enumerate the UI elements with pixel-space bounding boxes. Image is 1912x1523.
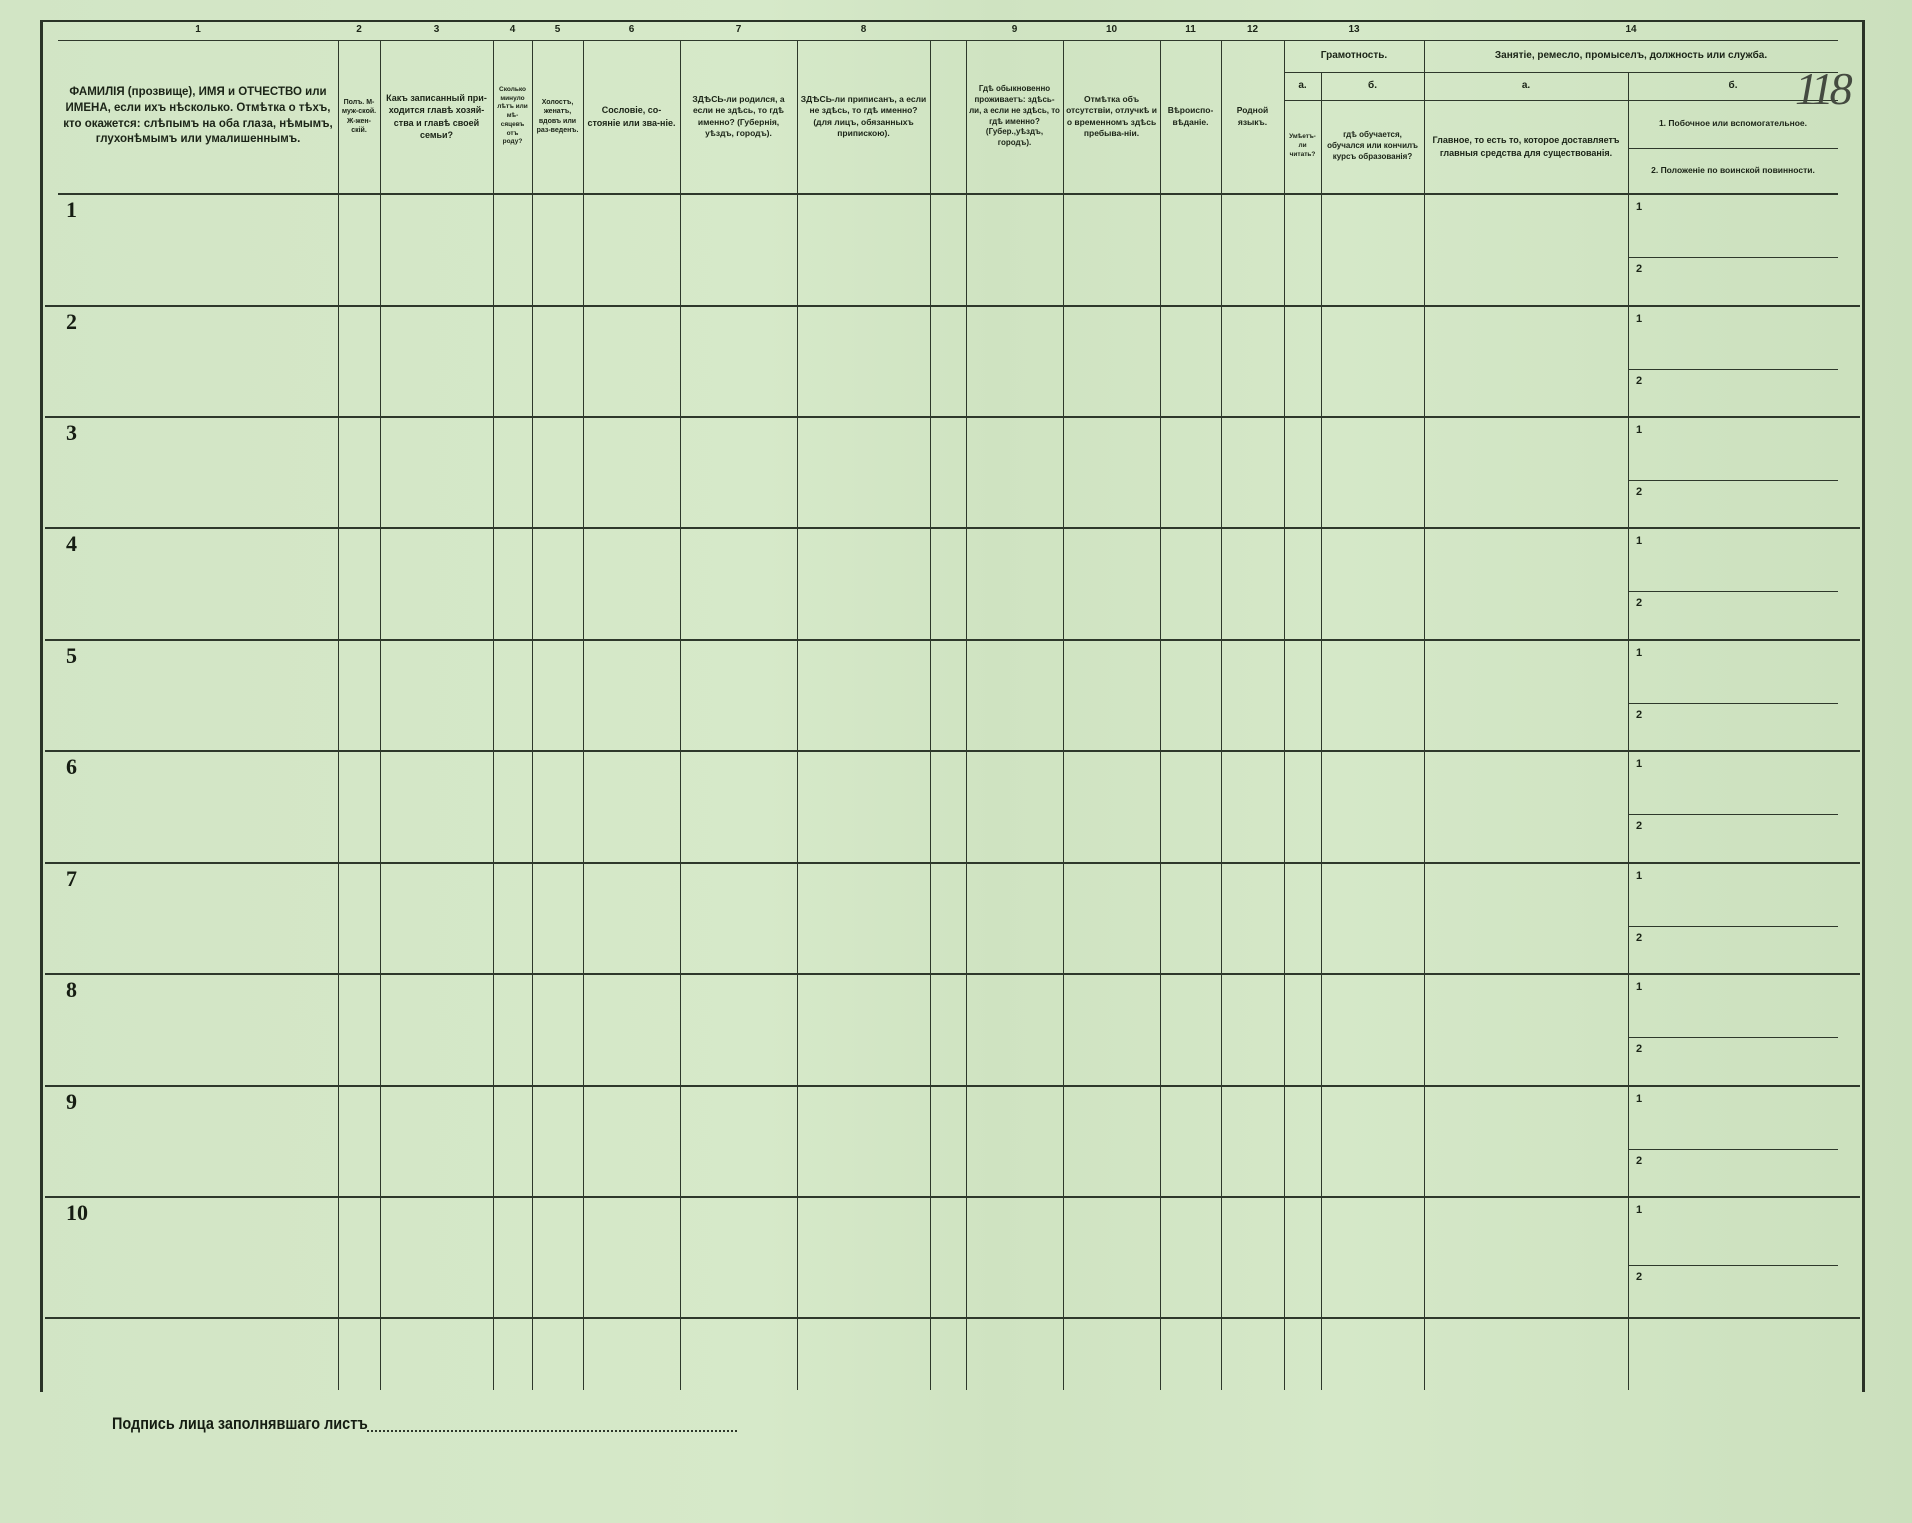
sub-label-military: 2 [1636,486,1643,498]
header-literacy: Грамотность. [1320,50,1388,62]
sub-label-military: 2 [1636,820,1643,832]
column-divider [797,40,798,1390]
column-number: 7 [735,24,742,35]
header-main-occupation: Главное, то есть то, которое доставляетъ главныя средства для существованія. [1432,135,1620,158]
column-divider [493,40,494,1390]
row-number: 5 [66,643,77,668]
header-religion: Вѣроиспо-вѣданіе. [1167,105,1214,127]
sub-row-line [1628,257,1838,258]
header-occupation: Занятіе, ремесло, промыселъ, должность или служба. [1494,50,1768,62]
row-line [45,1317,1860,1319]
header-literacy-b: б. [1368,80,1377,92]
occupation-subheader-line [1424,72,1838,73]
header-residence: Гдѣ обыкновенно проживаетъ: здѣсь-ли, а если не здѣсь, то гдѣ именно? (Губер.,уѣздъ, городъ). [969,84,1060,148]
sub-row-line [1628,703,1838,704]
row-number: 4 [66,531,77,556]
row-number: 9 [66,1089,77,1114]
column-divider [1628,72,1629,1390]
column-number: 8 [860,24,867,35]
sub-label-military: 2 [1636,932,1643,944]
row-number: 3 [66,420,77,445]
row-line [45,1085,1860,1087]
header-language: Родной языкъ. [1236,105,1269,127]
column-number: 2 [356,24,362,35]
column-divider [1063,40,1064,1390]
column-number: 13 [1348,24,1360,35]
sub-row-line [1628,591,1838,592]
sub-label-secondary: 1 [1636,981,1643,993]
sub-row-line [1628,1149,1838,1150]
header-education: гдѣ обучается, обучался или кончилъ курсъ образованія? [1327,130,1418,161]
header-sex: Полъ. М-муж-ской. Ж-жен-скій. [341,98,377,134]
row-number: 10 [66,1200,88,1225]
column-number: 9 [1011,24,1018,35]
header-name: ФАМИЛІЯ (прозвище), ИМЯ и ОТЧЕСТВО или ИМЕНА, если ихъ нѣсколько. Отмѣтка о тѣхъ, кто окажется: слѣпымъ на оба глаза, нѣмымъ, глухонѣмымъ или умалишеннымъ. [63,86,333,146]
row-number: 2 [66,309,77,334]
row-line [45,305,1860,307]
sub-label-secondary: 1 [1636,424,1643,436]
sub-label-military: 2 [1636,263,1643,275]
signature-line[interactable] [367,1430,737,1432]
row-line [45,527,1860,529]
header-top-line [58,40,1838,41]
row-line [45,639,1860,641]
column-divider [1284,40,1285,1390]
row-number: 1 [66,197,77,222]
header-relation: Какъ записанный при-ходится главѣ хозяй-ства и главѣ своей семьи? [386,93,487,140]
sub-label-military: 2 [1636,1043,1643,1055]
header-secondary-occupation: 1. Побочное или вспомогательное. [1658,118,1808,129]
row-number: 7 [66,866,77,891]
column-divider [583,40,584,1390]
page-number: 118 [1795,63,1849,114]
sub-label-secondary: 1 [1636,1204,1643,1216]
column-number: 3 [433,24,440,35]
column-number: 1 [195,24,201,35]
sub-label-secondary: 1 [1636,1093,1643,1105]
row-line [45,750,1860,752]
row-line [45,1196,1860,1198]
sub-label-secondary: 1 [1636,201,1643,213]
column-divider [532,40,533,1390]
sub-label-military: 2 [1636,709,1643,721]
sub-row-line [1628,1265,1838,1266]
column-number: 6 [628,24,635,35]
header-occupation-b: б. [1728,80,1738,92]
row-line [45,416,1860,418]
column-divider [930,40,931,1390]
column-divider [1160,40,1161,1390]
row-line [45,862,1860,864]
header-occupation-a: а. [1521,80,1531,92]
header-absence: Отмѣтка объ отсутствіи, отлучкѣ и о временномъ здѣсь пребыва-ніи. [1066,93,1157,138]
column-divider [338,40,339,1390]
row-line [45,973,1860,975]
header-bottom-line [58,193,1838,195]
header-literacy-a: а. [1298,80,1307,92]
column-number: 11 [1185,24,1196,35]
header-military-status: 2. Положеніе по воинской повинности. [1651,164,1815,175]
header-can-read: Умѣетъ-ли читать? [1289,133,1316,158]
sub-label-secondary: 1 [1636,758,1643,770]
occupation-b-split-line [1628,148,1838,149]
column-divider [1424,40,1425,1390]
sub-label-military: 2 [1636,597,1643,609]
sub-label-secondary: 1 [1636,647,1643,659]
column-divider [380,40,381,1390]
header-estate: Сословіе, со-стояніе или зва-ніе. [587,105,676,128]
row-number: 8 [66,977,77,1002]
sub-label-secondary: 1 [1636,870,1643,882]
row-number: 6 [66,754,77,779]
header-birthplace: ЗДѢСЬ-ли родился, а если не здѣсь, то гдѣ именно? (Губернія, уѣздъ, городъ). [692,93,785,138]
column-number: 5 [554,24,561,35]
sub-label-military: 2 [1636,1271,1643,1283]
sub-row-line [1628,814,1838,815]
header-age: Сколько минуло лѣтъ или мѣ-сяцевъ отъ роду? [497,85,528,146]
column-number: 4 [509,24,516,35]
column-divider [1321,72,1322,1390]
column-number: 10 [1105,24,1118,35]
sub-label-secondary: 1 [1636,535,1643,547]
sub-row-line [1628,369,1838,370]
occupation-letters-line [1424,100,1838,101]
sub-row-line [1628,926,1838,927]
literacy-subheader-line [1284,72,1424,73]
column-divider [1221,40,1222,1390]
sub-label-secondary: 1 [1636,313,1643,325]
form-frame [40,20,1865,1392]
sub-row-line [1628,480,1838,481]
header-registered: ЗДѢСЬ-ли приписанъ, а если не здѣсь, то гдѣ именно? (для лицъ, обязанныхъ припискою). [800,93,927,138]
column-number: 14 [1625,24,1637,35]
header-marital: Холостъ, женатъ, вдовъ или раз-веденъ. [536,98,579,134]
signature-label: Подпись лица заполнявшаго листъ [112,1414,368,1433]
column-divider [680,40,681,1390]
literacy-letters-line [1284,100,1424,101]
sub-label-military: 2 [1636,1155,1643,1167]
column-number: 12 [1246,24,1259,35]
sub-row-line [1628,1037,1838,1038]
sub-label-military: 2 [1636,375,1643,387]
column-divider [966,40,967,1390]
